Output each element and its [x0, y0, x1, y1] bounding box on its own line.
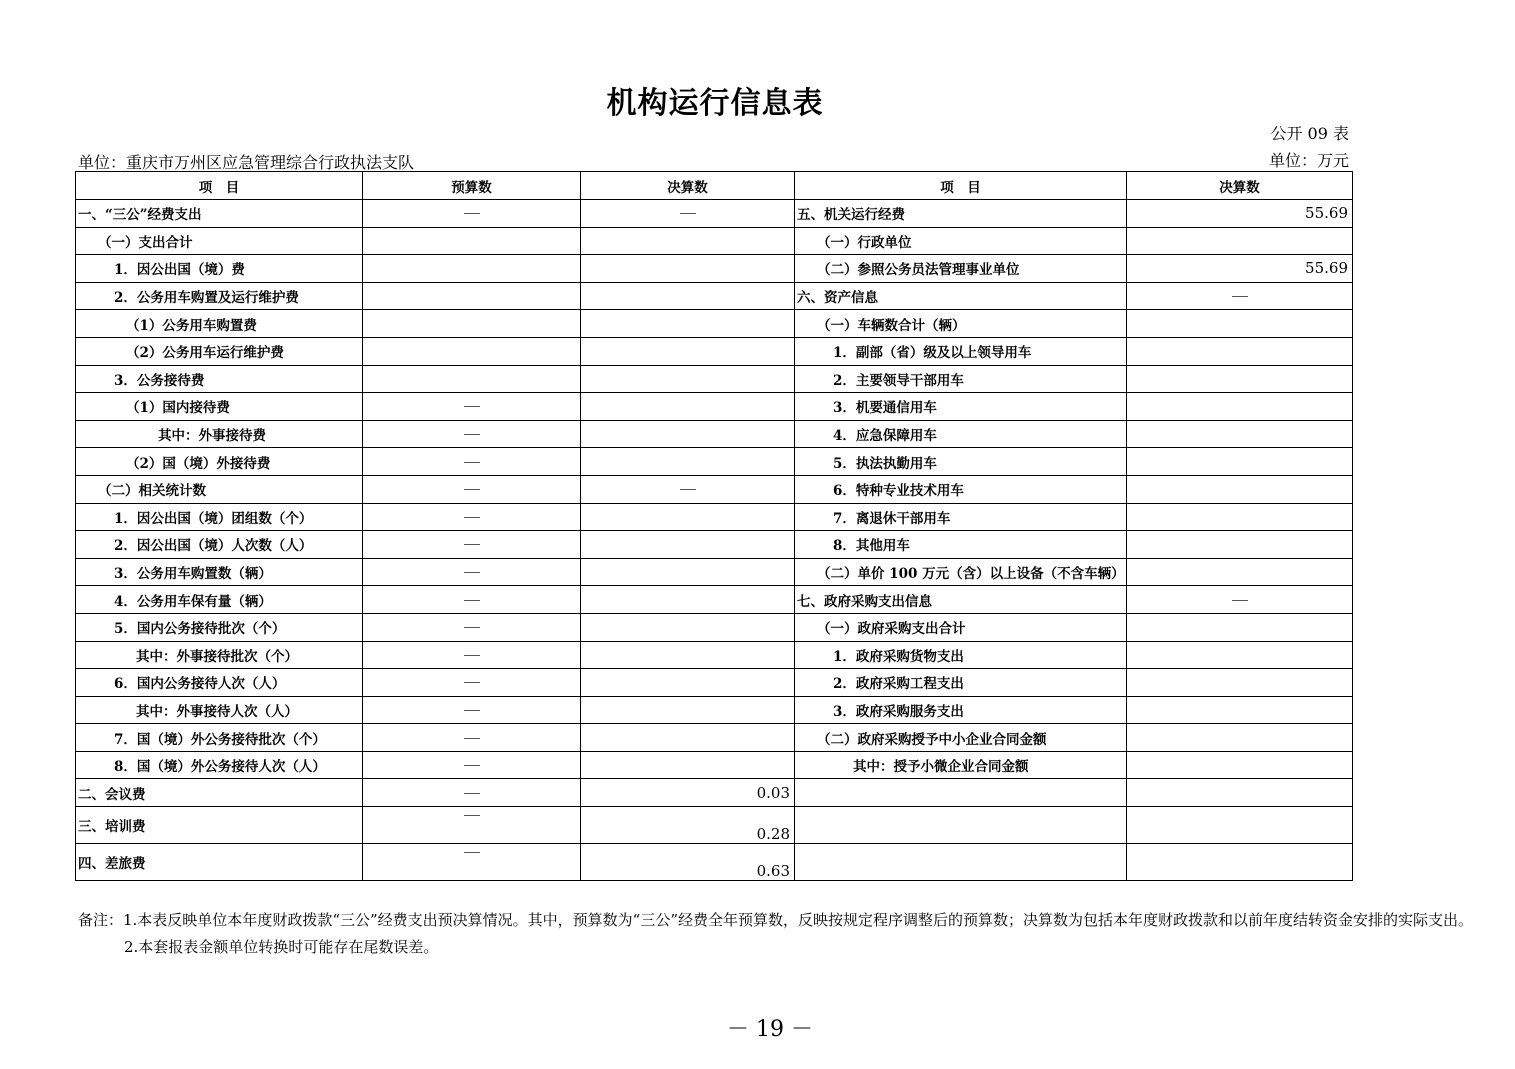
header-item-left: 项 目	[76, 172, 363, 200]
row-budget	[363, 531, 581, 559]
row-budget	[363, 669, 581, 697]
row-actual-left: 0.03	[581, 779, 795, 807]
row-actual-right	[1127, 310, 1353, 338]
row-item-left: 6．国内公务接待人次（人）	[76, 669, 363, 697]
row-item-right: 1．副部（省）级及以上领导用车	[795, 337, 1127, 365]
row-actual-left	[581, 337, 795, 365]
row-item-left: 其中：外事接待费	[76, 420, 363, 448]
header-item-right: 项 目	[795, 172, 1127, 200]
table-row	[76, 669, 1353, 697]
row-item-left: 4．公务用车保有量（辆）	[76, 586, 363, 614]
row-actual-right	[1127, 613, 1353, 641]
row-item-right: 3．机要通信用车	[795, 393, 1127, 421]
row-item-left: （1）公务用车购置费	[76, 310, 363, 338]
row-item-left: （2）国（境）外接待费	[76, 448, 363, 476]
form-number: 公开 09 表	[1270, 124, 1349, 143]
table-row	[76, 613, 1353, 641]
row-item-left: （一）支出合计	[76, 227, 363, 255]
row-budget	[363, 558, 581, 586]
row-item-right: （一）车辆数合计（辆）	[795, 310, 1127, 338]
row-item-right	[795, 779, 1127, 807]
row-item-left: 3．公务用车购置数（辆）	[76, 558, 363, 586]
row-item-right: 5．执法执勤用车	[795, 448, 1127, 476]
dash-mark	[464, 815, 480, 816]
row-actual-left	[581, 724, 795, 752]
row-item-right: 8．其他用车	[795, 531, 1127, 559]
dash-mark	[1232, 296, 1248, 297]
table-row	[76, 393, 1353, 421]
dash-mark	[680, 213, 696, 214]
row-actual-right	[1127, 669, 1353, 697]
row-budget	[363, 724, 581, 752]
row-item-left: 7．国（境）外公务接待批次（个）	[76, 724, 363, 752]
row-item-right: 4．应急保障用车	[795, 420, 1127, 448]
dash-mark	[464, 627, 480, 628]
row-budget	[363, 420, 581, 448]
dash-mark	[464, 517, 480, 518]
row-budget	[363, 844, 581, 881]
row-actual-right	[1127, 448, 1353, 476]
table-row	[76, 844, 1353, 881]
row-actual-left: 0.28	[581, 807, 795, 844]
row-item-right: 7．离退休干部用车	[795, 503, 1127, 531]
row-item-right: 1．政府采购货物支出	[795, 641, 1127, 669]
dash-mark	[680, 489, 696, 490]
dash-mark	[464, 462, 480, 463]
row-budget	[363, 448, 581, 476]
row-budget	[363, 807, 581, 844]
row-budget	[363, 365, 581, 393]
row-actual-left	[581, 751, 795, 779]
row-actual-right	[1127, 724, 1353, 752]
table-row	[76, 227, 1353, 255]
page-title: 机构运行信息表	[606, 86, 824, 121]
row-item-right	[795, 807, 1127, 844]
row-item-left: 5．国内公务接待批次（个）	[76, 613, 363, 641]
row-budget	[363, 337, 581, 365]
row-actual-right	[1127, 807, 1353, 844]
row-actual-left	[581, 641, 795, 669]
row-actual-left	[581, 282, 795, 310]
row-actual-right	[1127, 503, 1353, 531]
row-budget	[363, 613, 581, 641]
dash-mark	[1232, 600, 1248, 601]
table-row	[76, 779, 1353, 807]
dash-mark	[464, 544, 480, 545]
table-row	[76, 531, 1353, 559]
row-budget	[363, 282, 581, 310]
row-actual-right	[1127, 531, 1353, 559]
row-item-left: 1．因公出国（境）团组数（个）	[76, 503, 363, 531]
row-actual-right	[1127, 282, 1353, 310]
row-item-right: （一）行政单位	[795, 227, 1127, 255]
row-actual-right	[1127, 586, 1353, 614]
row-actual-left	[581, 503, 795, 531]
row-item-left: 其中：外事接待批次（个）	[76, 641, 363, 669]
table-row	[76, 420, 1353, 448]
row-budget	[363, 696, 581, 724]
row-actual-left	[581, 420, 795, 448]
row-actual-right	[1127, 779, 1353, 807]
row-item-left: 其中：外事接待人次（人）	[76, 696, 363, 724]
row-actual-right	[1127, 641, 1353, 669]
table-row	[76, 255, 1353, 283]
row-actual-left	[581, 448, 795, 476]
row-budget	[363, 751, 581, 779]
row-item-right: 七、政府采购支出信息	[795, 586, 1127, 614]
row-actual-left	[581, 255, 795, 283]
row-item-right: （二）政府采购授予中小企业合同金额	[795, 724, 1127, 752]
row-budget	[363, 393, 581, 421]
row-actual-left	[581, 365, 795, 393]
table-row	[76, 558, 1353, 586]
row-actual-left: 0.63	[581, 844, 795, 881]
row-item-left: （1）国内接待费	[76, 393, 363, 421]
row-budget	[363, 475, 581, 503]
table-header-row	[76, 172, 1353, 200]
row-item-left: 二、会议费	[76, 779, 363, 807]
table-row	[76, 337, 1353, 365]
table-row	[76, 503, 1353, 531]
dash-mark	[464, 434, 480, 435]
row-item-right: 6．特种专业技术用车	[795, 475, 1127, 503]
header-budget: 预算数	[363, 172, 581, 200]
unit-name: 单位：重庆市万州区应急管理综合行政执法支队	[78, 153, 415, 172]
row-actual-right	[1127, 696, 1353, 724]
row-actual-right	[1127, 337, 1353, 365]
row-actual-right	[1127, 751, 1353, 779]
row-item-right: （二）单价 100 万元（含）以上设备（不含车辆）	[795, 558, 1127, 586]
info-table	[75, 171, 1353, 881]
row-budget	[363, 779, 581, 807]
row-item-left: 1．因公出国（境）费	[76, 255, 363, 283]
row-item-left: 2．公务用车购置及运行维护费	[76, 282, 363, 310]
row-actual-right	[1127, 420, 1353, 448]
table-row	[76, 696, 1353, 724]
note-2: 2.本套报表金额单位转换时可能存在尾数误差。	[124, 938, 439, 956]
row-budget	[363, 503, 581, 531]
table-row	[76, 310, 1353, 338]
row-item-right: （一）政府采购支出合计	[795, 613, 1127, 641]
row-actual-left	[581, 669, 795, 697]
table-row	[76, 282, 1353, 310]
row-budget	[363, 255, 581, 283]
notes	[78, 907, 1473, 961]
dash-mark	[464, 600, 480, 601]
dash-mark	[464, 655, 480, 656]
row-actual-left	[581, 696, 795, 724]
row-item-right: 2．主要领导干部用车	[795, 365, 1127, 393]
dash-mark	[464, 765, 480, 766]
row-item-right: 其中：授予小微企业合同金额	[795, 751, 1127, 779]
row-item-right: 六、资产信息	[795, 282, 1127, 310]
header-actual-left: 决算数	[581, 172, 795, 200]
row-actual-right: 55.69	[1127, 255, 1353, 283]
dash-mark	[464, 852, 480, 853]
row-actual-left	[581, 531, 795, 559]
row-item-left: 三、培训费	[76, 807, 363, 844]
row-item-left: 一、“三公”经费支出	[76, 200, 363, 228]
row-item-left: 四、差旅费	[76, 844, 363, 881]
row-item-left: （二）相关统计数	[76, 475, 363, 503]
row-item-left: 8．国（境）外公务接待人次（人）	[76, 751, 363, 779]
row-actual-left	[581, 586, 795, 614]
row-actual-left	[581, 613, 795, 641]
row-actual-right	[1127, 475, 1353, 503]
dash-mark	[464, 406, 480, 407]
row-item-right: （二）参照公务员法管理事业单位	[795, 255, 1127, 283]
note-1: 备注：1.本表反映单位本年度财政拨款“三公”经费支出预决算情况。其中，预算数为“三公”经费全年预算数，反映按规定程序调整后的预算数；决算数为包括本年度财政拨款和以前年度结转资金安排的实际支出。	[78, 911, 1473, 929]
table-row	[76, 807, 1353, 844]
row-actual-left	[581, 475, 795, 503]
page-number: － 19 －	[727, 1017, 813, 1042]
dash-mark	[464, 738, 480, 739]
row-budget	[363, 641, 581, 669]
currency-unit: 单位：万元	[1268, 151, 1349, 170]
table-row	[76, 475, 1353, 503]
table-row	[76, 724, 1353, 752]
table-row	[76, 641, 1353, 669]
row-budget	[363, 227, 581, 255]
table-row	[76, 448, 1353, 476]
header-actual-right: 决算数	[1127, 172, 1353, 200]
row-actual-left	[581, 558, 795, 586]
dash-mark	[464, 489, 480, 490]
row-actual-left	[581, 227, 795, 255]
table-row	[76, 586, 1353, 614]
dash-mark	[464, 213, 480, 214]
row-item-left: （2）公务用车运行维护费	[76, 337, 363, 365]
table-row	[76, 200, 1353, 228]
row-item-left: 3．公务接待费	[76, 365, 363, 393]
dash-mark	[464, 793, 480, 794]
row-actual-right	[1127, 227, 1353, 255]
row-item-right: 2．政府采购工程支出	[795, 669, 1127, 697]
row-item-right	[795, 844, 1127, 881]
row-actual-right	[1127, 393, 1353, 421]
row-actual-right	[1127, 365, 1353, 393]
row-actual-left	[581, 393, 795, 421]
row-item-left: 2．因公出国（境）人次数（人）	[76, 531, 363, 559]
row-item-right: 五、机关运行经费	[795, 200, 1127, 228]
row-actual-left	[581, 200, 795, 228]
table-row	[76, 751, 1353, 779]
dash-mark	[464, 710, 480, 711]
row-budget	[363, 586, 581, 614]
row-actual-right: 55.69	[1127, 200, 1353, 228]
row-budget	[363, 310, 581, 338]
dash-mark	[464, 682, 480, 683]
row-actual-left	[581, 310, 795, 338]
row-item-right: 3．政府采购服务支出	[795, 696, 1127, 724]
row-actual-right	[1127, 558, 1353, 586]
row-actual-right	[1127, 844, 1353, 881]
dash-mark	[464, 572, 480, 573]
table-row	[76, 365, 1353, 393]
row-budget	[363, 200, 581, 228]
